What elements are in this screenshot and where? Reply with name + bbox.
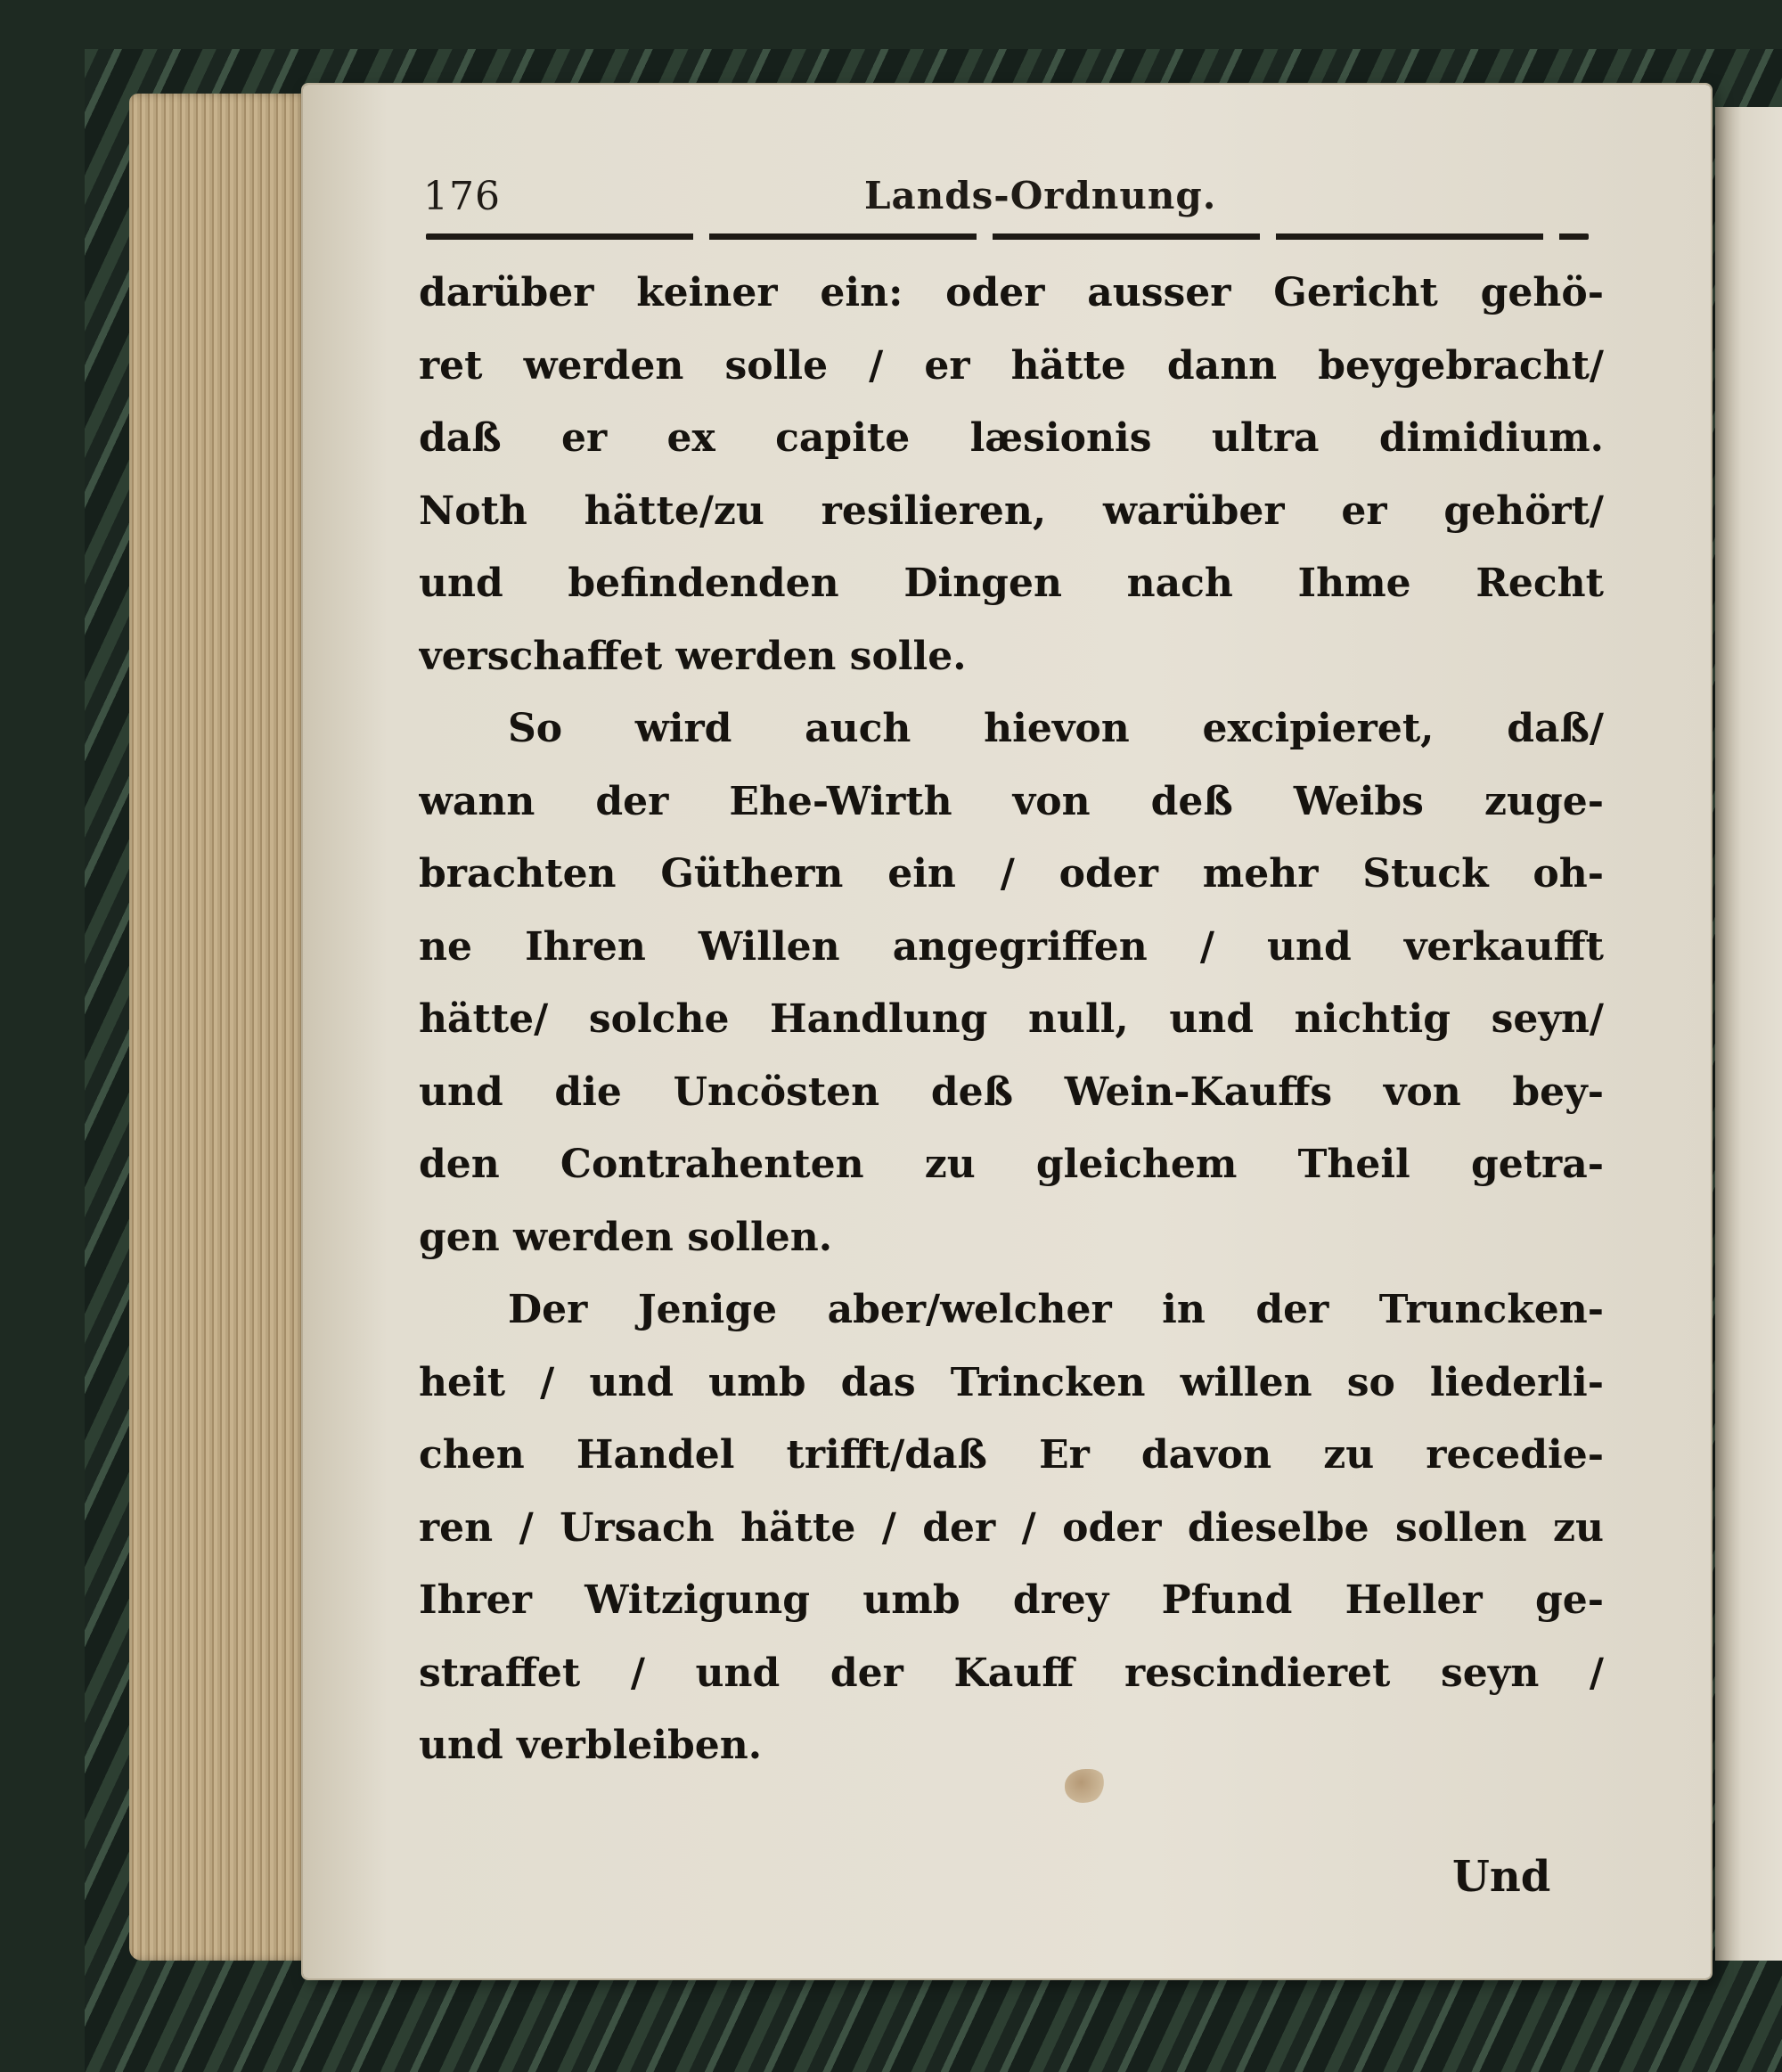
- page-number: 176: [423, 174, 501, 219]
- text-line: wann der Ehe-Wirth von deß Weibs zuge-: [419, 778, 1604, 824]
- text-line: den Contrahenten zu gleichem Theil getra-: [419, 1142, 1604, 1187]
- page-edges: [129, 94, 330, 1961]
- header-rule: [426, 233, 1589, 240]
- text-line: gen werden sollen.: [419, 1214, 833, 1260]
- text-line: heit / und umb das Trincken willen so liederli-: [419, 1359, 1604, 1405]
- body-text: [419, 257, 1604, 1782]
- text-line: Noth hätte/zu resilieren, warüber er gehört/: [419, 487, 1604, 534]
- text-line: Ihrer Witzigung umb drey Pfund Heller ge-: [419, 1577, 1604, 1623]
- catchword: Und: [1452, 1852, 1551, 1902]
- text-line: daß er ex capite læsionis ultra dimidium.: [419, 415, 1604, 461]
- text-line: und befindenden Dingen nach Ihme Recht: [419, 561, 1604, 606]
- text-line: ret werden solle / er hätte dann beygebracht/: [419, 342, 1604, 389]
- text-line: So wird auch hievon excipieret, daß/: [508, 706, 1604, 751]
- text-line: darüber keiner ein: oder ausser Gericht gehö-: [419, 270, 1604, 315]
- text-line: ne Ihren Willen angegriffen / und verkaufft: [419, 923, 1604, 970]
- text-line: verschaffet werden solle.: [419, 633, 967, 679]
- running-title: Lands-Ordnung.: [864, 174, 1217, 217]
- text-line: straffet / und der Kauff rescindieret seyn /: [419, 1650, 1604, 1696]
- text-line: hätte/ solche Handlung null, und nichtig seyn/: [419, 996, 1604, 1042]
- facing-page-edge: [1715, 107, 1782, 1961]
- text-line: chen Handel trifft/daß Er davon zu recedie-: [419, 1432, 1604, 1478]
- page-header: [423, 174, 1590, 227]
- text-line: und verbleiben.: [419, 1723, 763, 1768]
- text-line: Der Jenige aber/welcher in der Truncken-: [508, 1287, 1604, 1332]
- text-line: ren / Ursach hätte / der / oder dieselbe sollen zu: [419, 1504, 1604, 1551]
- text-line: brachten Güthern ein / oder mehr Stuck oh-: [419, 851, 1604, 897]
- text-line: und die Uncösten deß Wein-Kauffs von bey-: [419, 1069, 1604, 1115]
